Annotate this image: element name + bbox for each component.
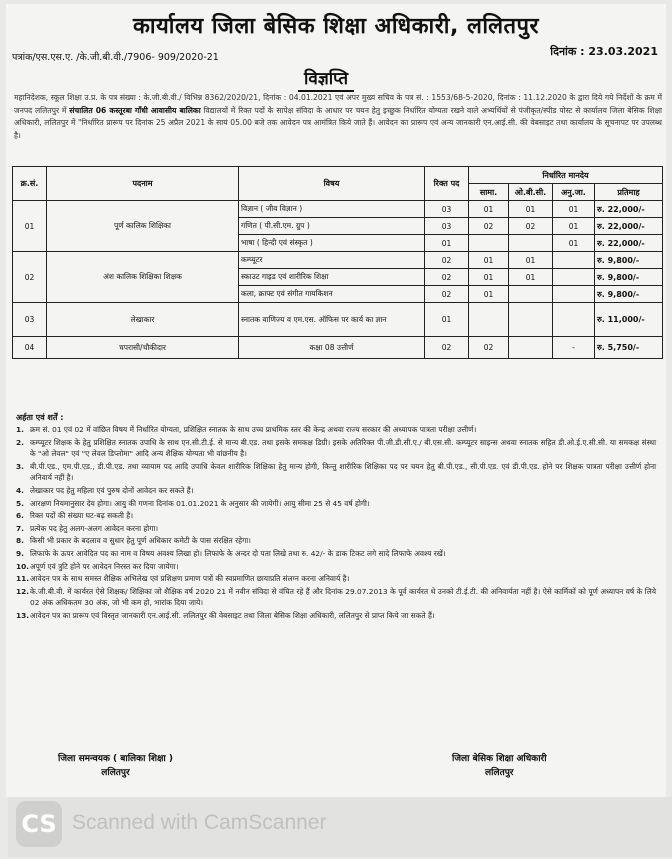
condition-text: बी.पी.एड., एम.पी.एड., डी.पी.एड. तथा व्यायाम पद आदि उपाधि केवल शारीरिक शिक्षिका हेतु मान्य होगी, किन्तु शारीरिक शिक्षिका पद पर चयन हेतु बी.पी.एड., सी.पी.एड. एवं डी.पी.एड. होने पर शिक्षक पात्रता परीक्षा उत्तीर्ण होना अनिवार्य नहीं है। xyxy=(30,461,656,483)
cell-post: चपरासी/चौकीदार xyxy=(47,337,239,359)
condition-number: 8. xyxy=(16,536,24,546)
condition-text: किसी भी प्रकार के बदलाव व सुधार हेतु पूर्ण अधिकार कमेटी के पास संरक्षित रहेगा। xyxy=(30,536,251,546)
condition-text: आवेदन पत्र के साथ समस्त शैक्षिक अभिलेख एवं प्रशिक्षण प्रमाण पत्रों की स्वप्रमाणित छायाप्रति संलग्न करना अनिवार्य है। xyxy=(30,574,350,584)
list-item xyxy=(16,610,656,622)
cell-gen: 01 xyxy=(469,252,509,269)
condition-text: आरक्षण नियमानुसार देय होगा। आयु की गणना दिनांक 01.01.2021 के अनुसार की जायेगी। आयु सीमा 25 से 45 वर्ष होगी। xyxy=(30,498,370,508)
cell-vacancy: 03 xyxy=(425,201,469,218)
cell-salary: रु. 9,800/- xyxy=(595,252,663,269)
cell-gen: 01 xyxy=(469,269,509,286)
conditions-heading: अर्हता एवं शर्तें : xyxy=(16,413,64,422)
list-item xyxy=(16,561,656,573)
header-subject: विषय xyxy=(239,167,425,201)
condition-text: लिफाफे के ऊपर आवेदित पद का नाम व विषय अवश्य लिखा हो। लिफाफे के अन्दर दो पता लिखे तथा रु. 42/- के डाक टिकट लगे सादे लिफाफे अवश्य रखें। xyxy=(30,548,446,558)
cell-sc xyxy=(553,286,595,303)
cell-post: लेखाकार xyxy=(47,303,239,337)
condition-text: रिक्त पदों की संख्या घट-बढ़ सकती है। xyxy=(30,511,134,521)
condition-number: 7. xyxy=(16,523,24,533)
signature-place: ललितपुर xyxy=(485,768,514,778)
cell-vacancy: 02 xyxy=(425,252,469,269)
cell-gen: 02 xyxy=(469,218,509,235)
cell-serial: 01 xyxy=(13,201,47,252)
cell-vacancy: 01 xyxy=(425,235,469,252)
camscanner-logo-icon: CS xyxy=(16,801,62,847)
cell-salary: रु. 9,800/- xyxy=(595,286,663,303)
table-row xyxy=(13,201,663,218)
notice-document xyxy=(6,4,666,797)
cell-gen xyxy=(469,303,509,337)
cell-salary: रु. 11,000/- xyxy=(595,303,663,337)
signature-coordinator xyxy=(58,752,173,780)
cell-obc xyxy=(509,286,553,303)
cell-gen: 01 xyxy=(469,201,509,218)
cell-sc xyxy=(553,269,595,286)
cell-salary: रु. 9,800/- xyxy=(595,269,663,286)
intro-paragraph xyxy=(14,92,662,142)
list-item xyxy=(16,523,656,535)
cell-vacancy: 03 xyxy=(425,218,469,235)
cell-gen: 01 xyxy=(469,286,509,303)
condition-number: 6. xyxy=(16,511,24,521)
condition-number: 12. xyxy=(16,586,30,596)
condition-number: 4. xyxy=(16,485,24,495)
cell-subject: भाषा ( हिन्दी एवं संस्कृत ) xyxy=(239,235,425,252)
conditions-list xyxy=(16,424,656,623)
table-row xyxy=(13,303,663,337)
cell-salary: रु. 22,000/- xyxy=(595,235,663,252)
condition-number: 3. xyxy=(16,461,24,471)
condition-text: के.जी.बी.वी. में कार्यरत ऐसे शिक्षक/ शिक्षिका जो शैक्षिक वर्ष 2020 21 में नवीन संविदा से वंचित रहे हैं और दिनांक 29.07.2013 के पूर्व कार्यरत थे उनको टी.ई.टी. की अनिवार्यता नहीं है। ऐसे कार्मिकों को पूर्ण अध्यापन वर्ष के लिये 02 अंक अधिकतम 30 अंक, जो भी कम हो, भारांक दिया जाये। xyxy=(30,586,656,608)
header-vacancy: रिक्त पद xyxy=(425,167,469,201)
list-item xyxy=(16,535,656,547)
list-item xyxy=(16,461,656,484)
cell-obc: 01 xyxy=(509,201,553,218)
cell-subject: स्काउट गाइड एवं शारीरिक शिक्षा xyxy=(239,269,425,286)
condition-number: 11. xyxy=(16,574,30,584)
cell-post: अंश कालिक शिक्षिका शिक्षक xyxy=(47,252,239,303)
condition-text: अपूर्ण एवं त्रुटि होने पर आवेदन निरस्त कर दिया जायेगा। xyxy=(30,561,179,571)
cell-sc: 01 xyxy=(553,235,595,252)
cell-vacancy: 02 xyxy=(425,286,469,303)
cell-subject: विज्ञान ( जीव विज्ञान ) xyxy=(239,201,425,218)
cell-sc xyxy=(553,252,595,269)
list-item xyxy=(16,510,656,522)
cell-salary: रु. 22,000/- xyxy=(595,201,663,218)
intro-text-2: विद्यालयों में रिक्त पदों के सापेक्ष संविदा के आधार पर चयन हेतु इच्छुक निर्धारित योग्यता रखने वाले अभ्यर्थियों से पंजीकृत/स्पीड पोस्ट से कार्यालय जिला बेसिक शिक्षा अधिकारी, ललितपुर में "निर्धारित प्रारूप पर दिनांक 25 अप्रैल 2021 के सायं 05.00 बजे तक आवेदन पत्र आमंत्रित किये जाते हैं। आवेदन का प्रारूप एवं अन्य जानकारी एन.आई.सी. की वेबसाइट तथा कार्यालय के सूचनापट पर उपलब्ध है। xyxy=(14,105,662,140)
cell-subject: कक्षा 08 उत्तीर्ण xyxy=(239,337,425,359)
watermark-text: Scanned with CamScanner xyxy=(72,811,327,834)
list-item xyxy=(16,424,656,436)
header-reservation: निर्धारित मानदेय xyxy=(469,167,663,184)
scanner-watermark xyxy=(8,797,672,857)
cell-vacancy: 02 xyxy=(425,269,469,286)
condition-text: लेखाकार पद हेतु महिला एवं पुरुष दोनों आवेदन कर सकते हैं। xyxy=(30,485,194,495)
table-row xyxy=(13,252,663,269)
list-item xyxy=(16,485,656,497)
cell-sc: 01 xyxy=(553,218,595,235)
condition-number: 1. xyxy=(16,425,24,434)
list-item xyxy=(16,586,656,609)
cell-vacancy: 01 xyxy=(425,303,469,337)
table-row xyxy=(13,337,663,359)
condition-number: 2. xyxy=(16,437,24,447)
condition-text: प्रत्येक पद हेतु अलग-अलग आवेदन करना होगा। xyxy=(30,523,159,533)
header-obc: ओ.बी.सी. xyxy=(509,184,553,201)
intro-text-bold: संचालित 06 कस्तूरबा गाँधी आवासीय बालिका xyxy=(69,105,201,115)
cell-sc xyxy=(553,303,595,337)
signature-title: जिला समन्वयक ( बालिका शिक्षा ) xyxy=(58,754,174,764)
condition-text: कम्प्यूटर शिक्षक के हेतु प्रशिक्षित स्नातक उपाधि के साथ एन.सी.टी.ई. से मान्य बी.एड. तथा इसके समकक्ष डिग्री। इसके अतिरिक्त पी.जी.डी.सी.ए./ बी.एस.सी. कम्प्यूटर साइन्स अथवा स्नातक सहित डी.ओ.ई.ए.सी.सी. या समकक्ष संस्था के "ओ लेवल" एवं "ए लेवल डिप्लोमा" आदि अन्य शैक्षिक योग्यता भी वांछनीय है। xyxy=(30,437,656,459)
header-sc: अनु.जा. xyxy=(553,184,595,201)
signature-title: जिला बेसिक शिक्षा अधिकारी xyxy=(452,754,547,764)
condition-number: 13. xyxy=(16,610,30,620)
cell-obc xyxy=(509,235,553,252)
condition-number: 5. xyxy=(16,498,24,508)
posts-table xyxy=(12,166,663,359)
cell-vacancy: 02 xyxy=(425,337,469,359)
cell-serial: 04 xyxy=(13,337,47,359)
condition-text: आवेदन पत्र का प्रारूप एवं विस्तृत जानकारी एन.आई.सी. ललितपुर की वेबसाइट तथा जिला बेसिक शिक्षा अधिकारी, ललितपुर से प्राप्त किये जा सकते हैं। xyxy=(30,610,435,620)
cell-sc: 01 xyxy=(553,201,595,218)
condition-number: 9. xyxy=(16,548,24,558)
cell-obc: 01 xyxy=(509,252,553,269)
signature-bsa xyxy=(452,752,547,780)
list-item xyxy=(16,437,656,460)
notice-title: विज्ञप्ति xyxy=(298,66,354,92)
cell-subject: गणित ( पी.सी.एम. ग्रुप ) xyxy=(239,218,425,235)
header-gen: सामा. xyxy=(469,184,509,201)
header-serial: क्र.सं. xyxy=(13,167,47,201)
condition-text: क्रम सं. 01 एवं 02 में वांछित विषय में निर्धारित योग्यता, प्रशिक्षित स्नातक के साथ उच्च प्राथमिक स्तर की केन्द्र अथवा राज्य सरकार की अध्यापक पात्रता परीक्षा उत्तीर्ण। xyxy=(30,425,477,434)
condition-number: 10. xyxy=(16,561,30,571)
cell-subject: स्नातक वाणिज्य व एम.एस. ऑफिस पर कार्य का ज्ञान xyxy=(239,303,425,337)
header-monthly: प्रतिमाह xyxy=(595,184,663,201)
cell-post: पूर्ण कालिक शिक्षिका xyxy=(47,201,239,252)
intro-text-1: महानिदेशक, स्कूल शिक्षा उ.प्र. के पत्र संख्या : के.जी.बी.वी./ विभिन्न 8362/2020/21, दिनांक : 04.01.2021 एवं अपर मुख्य सचिव के पत्र सं. : 1553/68-5-2020, दिनांक : 11.12.2020 के द्वारा दिये गये निर्देशों के क्रम में जनपद ललितपुर में xyxy=(14,93,662,115)
cell-subject: कम्प्यूटर xyxy=(239,252,425,269)
cell-obc: 02 xyxy=(509,218,553,235)
cell-sc: - xyxy=(553,337,595,359)
office-title: कार्यालय जिला बेसिक शिक्षा अधिकारी, ललितपुर xyxy=(132,14,540,39)
header-post: पदनाम xyxy=(47,167,239,201)
list-item xyxy=(16,573,656,585)
cell-obc xyxy=(509,337,553,359)
signature-place: ललितपुर xyxy=(101,768,130,778)
notice-date: दिनांक : 23.03.2021 xyxy=(550,45,658,58)
cell-gen: 02 xyxy=(469,337,509,359)
cell-serial: 03 xyxy=(13,303,47,337)
cell-gen xyxy=(469,235,509,252)
cell-serial: 02 xyxy=(13,252,47,303)
cell-salary: रु. 22,000/- xyxy=(595,218,663,235)
cell-salary: रु. 5,750/- xyxy=(595,337,663,359)
cell-obc xyxy=(509,303,553,337)
list-item xyxy=(16,498,656,510)
cell-obc: 01 xyxy=(509,269,553,286)
reference-number: पत्रांक/एस.एस.ए. /के.जी.बी.वी./7906- 909/2020-21 xyxy=(12,52,219,63)
cell-subject: कला, क्राफ्ट एवं संगीत गायकिशन xyxy=(239,286,425,303)
list-item xyxy=(16,548,656,560)
